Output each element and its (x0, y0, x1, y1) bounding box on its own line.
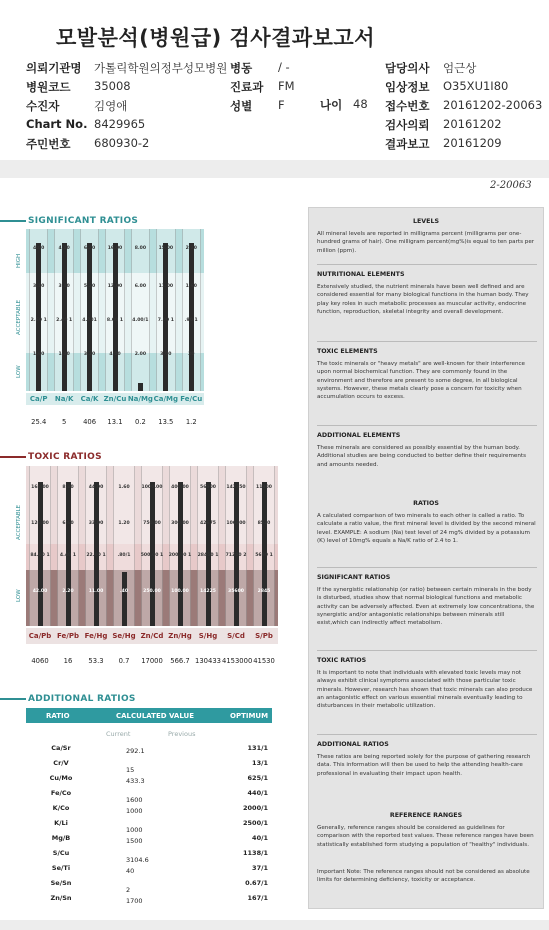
add-optimum-1: 13/1 (252, 759, 268, 767)
sig-cat-3: Zn/Cu (103, 395, 127, 403)
additional-ratios-heading: ADDITIONAL RATIOS (317, 741, 389, 748)
header-right-key-0: 담당의사 (385, 61, 430, 75)
sig-scale-6-0: 2.30 (185, 246, 197, 251)
sig-col-4 (131, 229, 150, 391)
header-value-3: 8429965 (94, 117, 146, 131)
header-mid-key-2: 성별 (230, 99, 253, 113)
toxic-ratios-text: It is important to note that individuals with elevated toxic levels may not always exhibit clinical symptoms associated with those particular toxic minerals. However, research has shown that toxic minerals can also produce an antagonistic effect on various essential minerals eventually leading to disturbances in their metabolic utilization. (317, 670, 533, 710)
tox-cat-5: Zn/Hg (168, 632, 192, 640)
tox-scale-1-2: 4.40 1 (59, 553, 77, 558)
additional-heading: ADDITIONAL RATIOS (0, 694, 140, 706)
add-optimum-8: 37/1 (252, 864, 268, 872)
tox-scale-3-3: .40 (119, 589, 129, 594)
tox-scale-1-0: 8.80 (62, 485, 74, 490)
sig-val-5: 13.5 (158, 418, 174, 426)
add-ratio-0: Ca/Sr (51, 744, 71, 752)
tox-scale-4-0: 1000.00 (141, 485, 163, 490)
significant-category-row (26, 393, 204, 405)
header-value-0: 가톨릭학원의정부성모병원 (94, 61, 228, 75)
header-right-value-3: 20161202 (443, 117, 502, 131)
tox-scale-5-1: 300.00 (171, 521, 189, 526)
tox-scale-0-0: 168.00 (31, 485, 49, 490)
tox-scale-7-2: 71200 2 (225, 553, 247, 558)
add-row-4 (26, 804, 272, 818)
tox-cat-0: Ca/Pb (28, 632, 52, 640)
header-right-value-0: 엄근상 (443, 61, 477, 75)
tox-scale-6-2: 28450 1 (197, 553, 219, 558)
header-right-key-1: 임상정보 (385, 80, 430, 94)
header-mid-key-0: 병동 (230, 61, 253, 75)
sig-scale-2-0: 6.20 (83, 246, 96, 251)
levels-heading: LEVELS (412, 218, 440, 225)
col-optimum: OPTIMUM (230, 712, 269, 720)
add-ratio-8: Se/Ti (51, 864, 71, 872)
sig-cat-6: Fe/Cu (180, 395, 203, 403)
header-right-key-4: 결과보고 (385, 137, 430, 151)
add-current-8: 40 (126, 867, 135, 875)
sig-scale-2-1: 5.20 (83, 284, 96, 289)
additional-ratios-table (26, 708, 272, 905)
additional-table-header (26, 708, 272, 723)
toxic-heading: TOXIC RATIOS (0, 452, 120, 464)
sig-val-0: 25.4 (31, 418, 47, 426)
header-mid-key-1: 진료과 (230, 80, 264, 94)
sig-scale-5-2: 7.00 1 (157, 318, 174, 323)
add-row-1 (26, 759, 272, 773)
add-ratio-4: K/Co (52, 804, 70, 812)
sig-scale-6-3: 20 (188, 352, 195, 357)
sig-scale-5-1: 11.00 (158, 284, 174, 289)
add-current-2: 433.3 (126, 777, 145, 785)
tox-scale-8-3: 2845 (257, 589, 271, 594)
tox-scale-2-1: 33.00 (88, 521, 104, 526)
tox-scale-0-2: 84.00 1 (30, 553, 50, 558)
sig-scale-3-1: 12.00 (107, 284, 123, 289)
add-row-6 (26, 834, 272, 848)
add-row-2 (26, 774, 272, 788)
tox-val-2: 53.3 (88, 657, 104, 665)
zone-label-acceptable-toxic: ACCEPTABLE (16, 504, 22, 540)
sig-scale-1-0: 4.40 (58, 246, 70, 251)
header-mid-value-0: / - (278, 60, 290, 74)
sig-val-2: 406 (83, 418, 97, 426)
sig-val-6: 1.2 (185, 418, 197, 426)
tox-scale-6-0: 56900 (200, 485, 216, 490)
sig-scale-3-3: 4.00 (109, 352, 121, 357)
sig-bar-Ca-K (87, 243, 92, 391)
important-note-text: Important Note: The reference ranges should not be considered as absolute limits for determining deficiency, toxicity or acceptance. (317, 869, 530, 884)
reference-ranges-heading: REFERENCE RANGES (389, 812, 463, 819)
tox-cat-1: Fe/Pb (57, 632, 79, 640)
header-mid-value-1: FM (278, 79, 295, 93)
reference-panel (308, 207, 544, 909)
tox-scale-5-0: 400.00 (171, 485, 189, 490)
zone-label-high: HIGH (16, 253, 22, 268)
sig-cat-5: Ca/Mg (153, 395, 179, 403)
toxic-elements-text: The toxic minerals or "heavy metals" are well-known for their interference upon normal biochemical function. They are commonly found in the environment and therefore are present to some degree, in all biological systems. However, these metals clearly pose a concern for toxicity when accumulation occurs to excess. (317, 361, 526, 401)
tox-val-3: 0.7 (118, 657, 130, 665)
tox-scale-3-0: 1.60 (118, 485, 130, 490)
tox-scale-7-1: 106800 (226, 521, 246, 526)
nutritional-text: Extensively studied, the nutrient minerals have been well defined and are considered essential for many biological functions in the human body. They play key roles in such metabolic processes as muscular activity, endocrine function, reproduction, skeletal integrity and overall development. (317, 284, 529, 315)
tox-val-1: 16 (63, 657, 73, 665)
add-row-5 (26, 819, 272, 833)
add-ratio-10: Zn/Sn (50, 894, 72, 902)
add-current-6: 1500 (126, 837, 143, 845)
tox-scale-7-3: 35600 (228, 589, 244, 594)
add-row-0 (26, 744, 272, 758)
sig-scale-3-2: 8.00 1 (106, 318, 124, 323)
sig-scale-4-0: 8.00 (134, 246, 147, 251)
add-current-5: 1000 (126, 826, 143, 834)
add-current-4: 1000 (126, 807, 143, 815)
sub-current: Current (106, 730, 131, 738)
col-ratio: RATIO (46, 712, 70, 720)
header-mid-value-2: F (278, 98, 285, 112)
sig-scale-0-2: 2.60 1 (30, 318, 47, 323)
sig-scale-0-3: 1.60 (33, 352, 45, 357)
add-optimum-10: 167/1 (247, 894, 268, 902)
sub-previous: Previous (168, 730, 196, 738)
handwritten-note: 2-20063 (490, 180, 532, 191)
tox-scale-1-3: 2.20 (62, 589, 74, 594)
tox-val-0: 4060 (31, 657, 49, 665)
significant-value-row (26, 418, 204, 430)
ratios-text: A calculated comparison of two minerals to each other is called a ratio. To calculate a ratio value, the first mineral level is divided by the second mineral level. EXAMPLE: A sodium (Na) test level of 24 mg% divided by a potassium (K) level of 10mg% equals a Na/K ratio of 2.4 to 1. (317, 513, 536, 544)
sig-val-3: 13.1 (107, 418, 123, 426)
header-key-0: 의뢰기관명 (26, 61, 82, 75)
add-optimum-2: 625/1 (247, 774, 268, 782)
sig-scale-1-3: 1.40 (58, 352, 70, 357)
add-optimum-7: 1138/1 (243, 849, 268, 857)
sig-scale-0-0: 4.00 (33, 246, 45, 251)
add-current-1: 15 (126, 766, 135, 774)
zone-label-low-toxic: LOW (16, 589, 22, 602)
tox-scale-4-2: 500.00 1 (140, 553, 164, 558)
additional-ratios-text: These ratios are being reported solely for the purpose of gathering research data. This information will then be used to help the attending health-care professional in evaluating their impact upon health. (317, 754, 531, 777)
sig-bar-Na-K (62, 243, 67, 391)
sig-scale-5-3: 3.00 (160, 352, 172, 357)
add-optimum-0: 131/1 (247, 744, 268, 752)
tox-scale-8-2: 5690 1 (255, 553, 273, 558)
add-row-8 (26, 864, 272, 878)
sig-cat-4: Na/Mg (127, 395, 153, 403)
additional-elements-text: These minerals are considered as possibly essential by the human body. Additional studies are being conducted to better define their requirements and amounts needed. (317, 445, 526, 468)
add-ratio-6: Mg/B (51, 834, 71, 842)
add-optimum-4: 2000/1 (243, 804, 268, 812)
header-key-4: 주민번호 (26, 137, 71, 151)
add-optimum-9: 0.67/1 (245, 879, 268, 887)
toxic-elements-heading: TOXIC ELEMENTS (317, 348, 378, 355)
significant-ratios-text: If the synergistic relationship (or ratio) between certain minerals in the body is disturbed, studies show that normal biological functions and metabolic activity can be adversely affected. Even at extremely low concentrations, the synergistic and/or antagonistic relationships between minerals still exist,which can indirectly affect metabolism. (317, 587, 535, 627)
tox-scale-3-2: .80/1 (117, 553, 131, 558)
add-current-0: 292.1 (126, 747, 145, 755)
sig-scale-4-2: 4.00/1 (132, 318, 149, 323)
tox-scale-6-3: 14225 (200, 589, 216, 594)
add-optimum-5: 2500/1 (243, 819, 268, 827)
header-value-2: 김영애 (94, 99, 128, 113)
significant-ratios-chart (26, 229, 204, 391)
col-calculated: CALCULATED VALUE (116, 712, 195, 720)
sig-scale-4-3: 2.00 (134, 352, 147, 357)
header-key-1: 병원코드 (26, 80, 71, 94)
add-current-9: 2 (126, 886, 131, 894)
tox-scale-5-2: 200.00 1 (168, 553, 192, 558)
header-right-key-2: 접수번호 (385, 99, 430, 113)
add-ratio-9: Se/Sn (50, 879, 72, 887)
tox-val-6: 130433 (195, 657, 221, 665)
tox-cat-7: S/Cd (227, 632, 245, 640)
tox-scale-0-3: 42.00 (32, 589, 48, 594)
sig-bar-Fe-Cu (189, 243, 194, 391)
tox-cat-4: Zn/Cd (140, 632, 164, 640)
add-current-10: 1700 (126, 897, 143, 905)
tox-val-5: 566.7 (170, 657, 190, 665)
age-label: 나이 (320, 98, 343, 112)
sig-bar-Ca-P (36, 243, 41, 391)
header-key-2: 수진자 (26, 99, 60, 113)
tox-scale-2-0: 44.00 (88, 485, 104, 490)
add-current-3: 1600 (126, 796, 143, 804)
add-row-7 (26, 849, 272, 863)
add-ratio-5: K/Li (54, 819, 68, 827)
ratios-heading: RATIOS (413, 500, 439, 507)
sig-cat-2: Ca/K (80, 395, 99, 403)
tox-scale-6-1: 42675 (200, 521, 216, 526)
report-title: 모발분석(병원급) 검사결과보고서 (56, 26, 376, 50)
tox-cat-8: S/Pb (255, 632, 273, 640)
add-row-10 (26, 894, 272, 908)
tox-scale-0-1: 126.00 (31, 521, 49, 526)
sig-scale-2-2: 4.201 (82, 318, 97, 323)
levels-text: All mineral levels are reported in milligrams percent (milligrams per one-hundred grams of hair). One milligram percent(mg%)is equal to ten parts per million (ppm). (317, 231, 535, 254)
tox-scale-2-2: 22.00 1 (86, 553, 106, 558)
toxic-ratios-heading: TOXIC RATIOS (317, 657, 367, 664)
tox-scale-3-1: 1.20 (118, 521, 130, 526)
tox-scale-8-1: 8530 (257, 521, 271, 526)
tox-val-7: 4153000 (222, 657, 253, 665)
add-optimum-3: 440/1 (247, 789, 268, 797)
additional-elements-heading: ADDITIONAL ELEMENTS (317, 432, 401, 439)
header-value-4: 680930-2 (94, 136, 150, 150)
sig-scale-4-1: 6.00 (134, 284, 147, 289)
toxic-ratios-chart (26, 466, 278, 626)
nutritional-heading: NUTRITIONAL ELEMENTS (317, 271, 405, 278)
header-right-value-2: 20161202-20063 (443, 98, 543, 112)
tox-scale-4-3: 250.00 (143, 589, 161, 594)
tox-scale-8-0: 11300 (256, 485, 272, 490)
sig-scale-2-3: 3.20 (83, 352, 96, 357)
zone-label-acceptable: ACCEPTABLE (16, 299, 22, 335)
sig-scale-1-1: 3.40 (58, 284, 70, 289)
header-right-key-3: 검사의뢰 (385, 118, 430, 132)
toxic-value-row (26, 657, 278, 669)
header-value-1: 35008 (94, 79, 131, 93)
tox-scale-4-1: 750.00 (143, 521, 161, 526)
add-current-7: 3104.6 (126, 856, 149, 864)
sig-bar-Na-Mg (138, 383, 143, 391)
add-row-9 (26, 879, 272, 893)
sig-scale-5-0: 15.00 (158, 246, 174, 251)
tox-cat-3: Se/Hg (112, 632, 136, 640)
tox-scale-7-0: 142350 (226, 485, 246, 490)
tox-bar-Se-Hg (122, 572, 127, 626)
significant-ratios-heading: SIGNIFICANT RATIOS (317, 574, 391, 581)
sig-val-4: 0.2 (134, 418, 146, 426)
sig-scale-6-1: 1.60 (185, 284, 197, 289)
sig-cat-0: Ca/P (29, 395, 48, 403)
sig-bar-Zn-Cu (113, 243, 118, 391)
add-ratio-1: Cr/V (53, 759, 69, 767)
significant-heading: SIGNIFICANT RATIOS (0, 216, 140, 228)
sig-scale-1-2: 2.40 1 (56, 318, 73, 323)
reference-ranges-text: Generally, reference ranges should be considered as guidelines for comparison with the reported test values. These reference ranges have been statistically established form studying a population of "healthy" individuals. (317, 825, 534, 848)
header-key-3: Chart No. (26, 117, 88, 131)
zone-label-low: LOW (16, 365, 22, 378)
add-row-3 (26, 789, 272, 803)
sig-bar-Ca-Mg (163, 243, 168, 391)
tox-scale-1-1: 6.60 (62, 521, 74, 526)
tox-scale-2-3: 11.00 (88, 589, 104, 594)
add-ratio-3: Fe/Co (50, 789, 72, 797)
add-ratio-2: Cu/Mo (49, 774, 73, 782)
header-right-value-1: O35XU1I80 (443, 79, 509, 93)
add-optimum-6: 40/1 (252, 834, 268, 842)
sig-scale-0-1: 3.10 (33, 284, 45, 289)
sig-scale-3-0: 16.00 (107, 246, 123, 251)
tox-cat-2: Fe/Hg (84, 632, 108, 640)
tox-val-4: 17000 (141, 657, 163, 665)
add-ratio-7: S/Cu (52, 849, 70, 857)
tox-scale-5-3: 100.00 (171, 589, 189, 594)
sig-cat-1: Na/K (54, 395, 74, 403)
toxic-category-row (26, 628, 278, 644)
header-block (0, 0, 549, 160)
age-value: 48 (353, 97, 368, 111)
sig-scale-6-2: .90 1 (184, 318, 198, 323)
tox-val-8: 41530 (253, 657, 275, 665)
tox-cat-6: S/Hg (198, 632, 218, 640)
sig-val-1: 5 (61, 418, 67, 426)
header-right-value-4: 20161209 (443, 136, 502, 150)
